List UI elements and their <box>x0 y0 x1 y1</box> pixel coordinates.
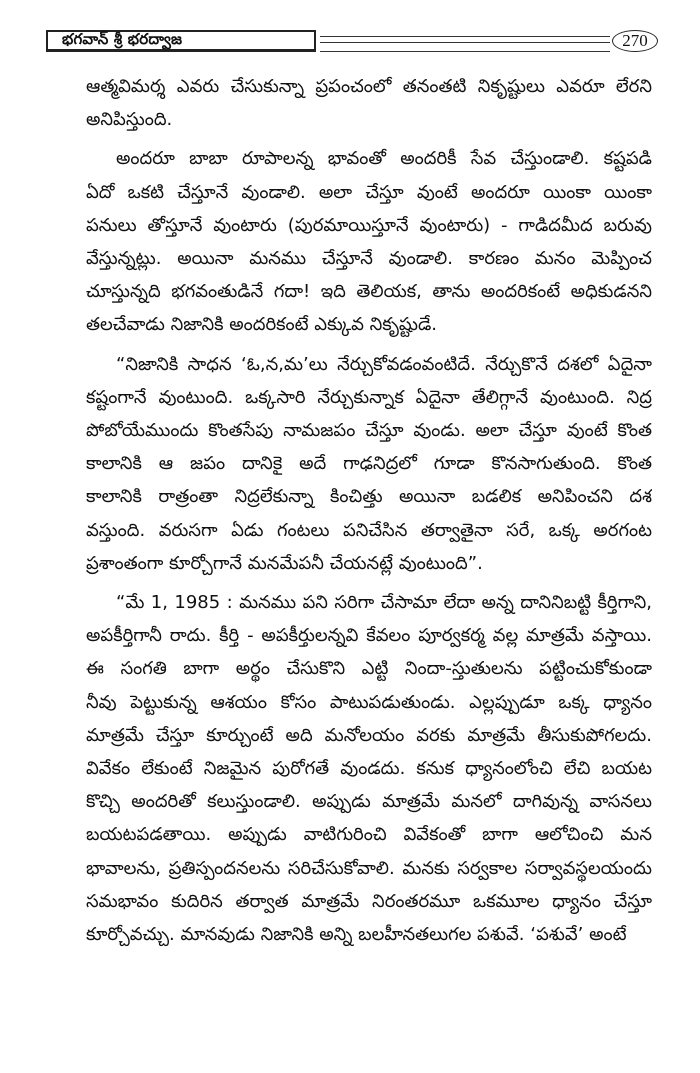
page-body <box>86 70 652 951</box>
text-line: చూస్తున్నది భగవంతుడినే గదా! ఇది తెలియక, తాను అందరికంటే అధికుడనని <box>86 281 652 303</box>
text-line: బయటపడతాయి. అప్పుడు వాటిగురించి వివేకంతో బాగా ఆలోచించి మన <box>86 824 652 846</box>
text-line: వివేకం లేకుంటే నిజమైన పురోగతే వుండదు. కనుక ధ్యానంలోంచి లేచి బయట <box>86 758 652 780</box>
text-line: భావాలను, ప్రతిస్పందనలను సరిచేసుకోవాలి. మనకు సర్వకాల సర్వావస్థలయందు <box>86 857 652 879</box>
text-line: వేస్తున్నట్లు. అయినా మనము చేస్తూనే వుండాలి. కారణం మనం మెప్పించ <box>86 248 652 270</box>
text-line: కొచ్చి అందరితో కలుస్తుండాలి. అప్పుడు మాత్రమే మనలో దాగివున్న వాసనలు <box>86 791 652 813</box>
text-line: అపకీర్తిగానీ రాదు. కీర్తి - అపకీర్తులన్నవి కేవలం పూర్వకర్మ వల్ల మాత్రమే వస్తాయి. <box>86 625 652 647</box>
paragraph <box>86 70 652 136</box>
text-line: కష్టంగానే వుంటుంది. ఒక్కసారి నేర్చుకున్నాక ఏదైనా తేలిగ్గానే వుంటుంది. నిద్ర <box>86 386 652 408</box>
text-line: పోబోయేముందు కొంతసేపు నామజపం చేస్తూ వుండు. అలా చేస్తూ వుంటే కొంత <box>86 420 652 442</box>
running-header <box>46 30 658 56</box>
text-line: నీవు పెట్టుకున్న ఆశయం కోసం పాటుపడుతుండు. ఎల్లప్పుడూ ఒక్క ధ్యానం <box>86 691 652 713</box>
text-line: ఈ సంగతి బాగా అర్థం చేసుకొని ఎట్టి నిందా-స్తుతులను పట్టించుకోకుండా <box>86 658 652 680</box>
text-line: వస్తుంది. వరుసగా ఏడు గంటలు పనిచేసిన తర్వాతైనా సరే, ఒక్క అరగంట <box>86 519 652 541</box>
text-line: కాలానికి ఆ జపం దానికై అదే గాఢనిద్రలో గూడా కొనసాగుతుంది. కొంత <box>86 453 652 475</box>
text-line: ఆత్మవిమర్శ ఎవరు చేసుకున్నా ప్రపంచంలో తనంతటి నికృష్టులు ఎవరూ లేరని <box>86 76 652 97</box>
header-rule-lines <box>320 36 610 52</box>
text-line: కూర్చోవచ్చు. మానవుడు నిజానికి అన్ని బలహీనతలుగల పశువే. ‘పశువే’ అంటే <box>86 924 627 946</box>
text-line: కాలానికి రాత్రంతా నిద్రలేకున్నా కించిత్తు అయినా బడలిక అనిపించని దశ <box>86 486 652 508</box>
paragraph <box>86 142 652 341</box>
text-line: అందరూ బాబా రూపాలన్న భావంతో అందరికీ సేవ చేస్తుండాలి. కష్టపడి <box>116 148 652 170</box>
text-line: “నిజానికి సాధన ‘ఓ,న,మ’లు నేర్చుకోవడంవంటిదే. నేర్చుకొనే దశలో ఏదైనా <box>116 353 652 375</box>
text-line: ఏదో ఒకటి చేస్తూనే వుండాలి. అలా చేస్తూ వుంటే అందరూ యింకా యింకా <box>86 181 652 203</box>
text-line: ప్రశాంతంగా కూర్చోగానే మనమేపనీ చేయనట్లే వుంటుంది”. <box>86 552 483 574</box>
page-number: 270 <box>612 30 658 52</box>
book-title: భగవాన్ శ్రీ భరద్వాజ <box>46 30 316 52</box>
text-line: అనిపిస్తుంది. <box>86 109 173 131</box>
text-line: సమభావం కుదిరిన తర్వాత మాత్రమే నిరంతరమూ ఒకమూల ధ్యానం చేస్తూ <box>86 890 652 912</box>
paragraph <box>86 586 652 951</box>
text-line: మాత్రమే చేస్తూ కూర్చుంటే అది మనోలయం వరకు మాత్రమే తీసుకుపోగలదు. <box>86 724 652 746</box>
text-line: “మే 1, 1985 : మనము పని సరిగా చేసామా లేదా అన్న దానినిబట్టి కీర్తిగాని, <box>116 592 652 614</box>
paragraph <box>86 348 652 580</box>
text-line: తలచేవాడు నిజానికి అందరికంటే ఎక్కువ నికృష్టుడే. <box>86 314 437 336</box>
text-line: పనులు తోస్తూనే వుంటారు (పురమాయిస్తూనే వుంటారు) - గాడిదమీద బరువు <box>86 214 652 236</box>
